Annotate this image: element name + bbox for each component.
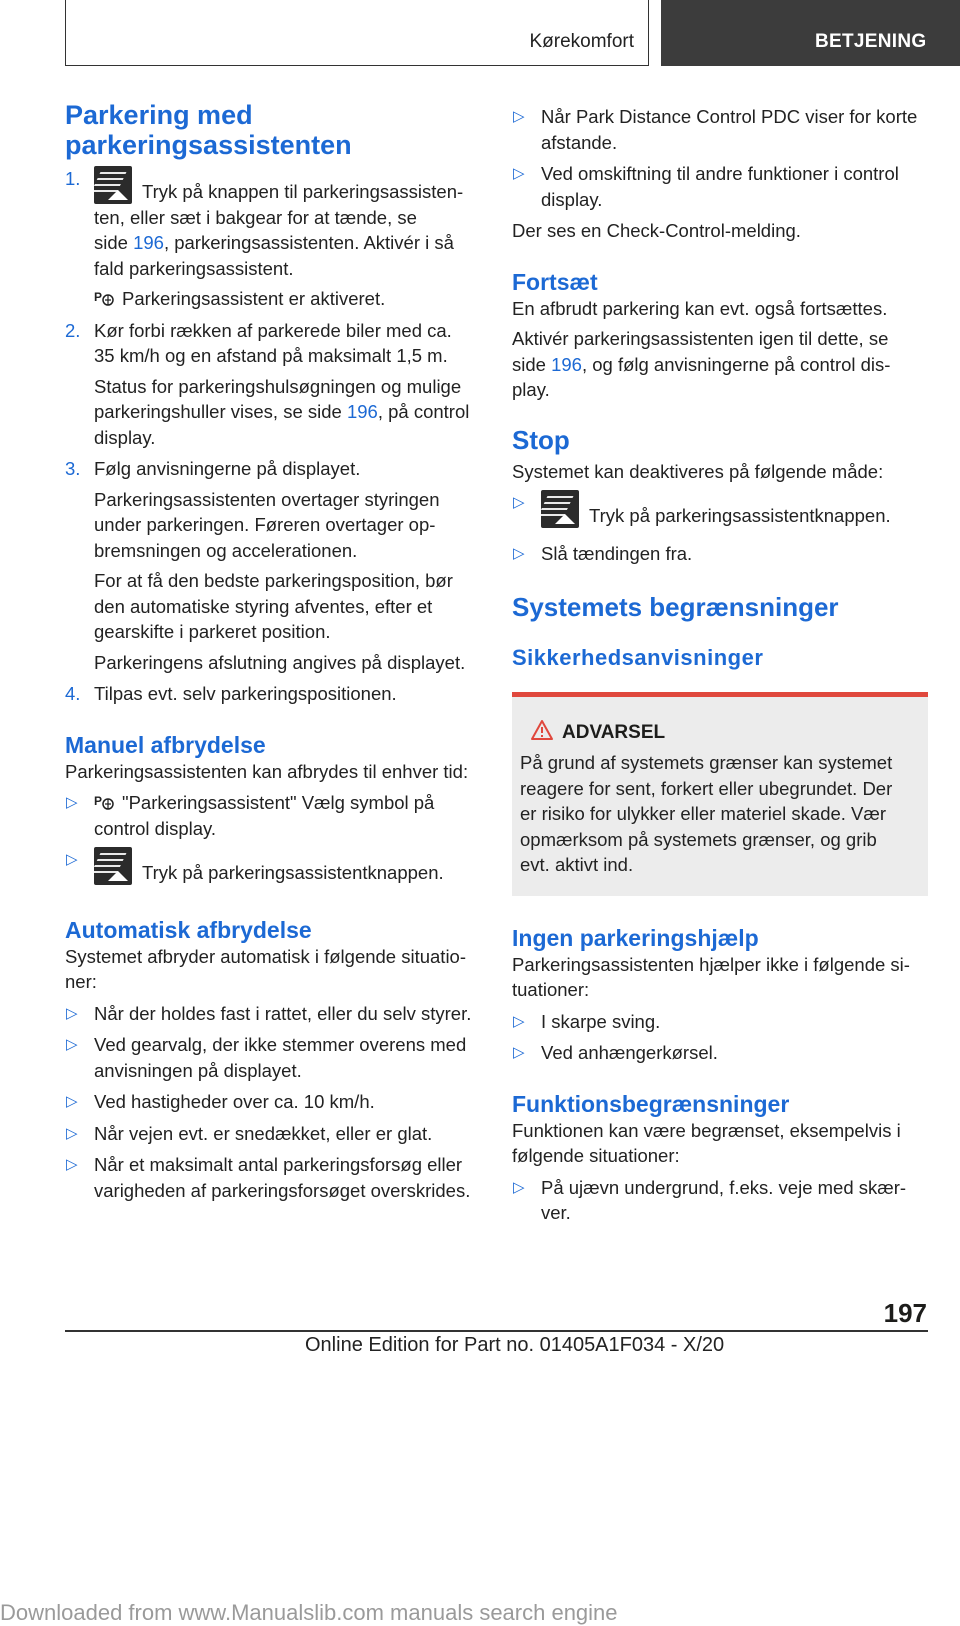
triangle-bullet-icon: ▷ — [66, 1124, 78, 1142]
step-4: 4. Tilpas evt. selv parkeringspositionen. — [65, 683, 397, 704]
footer-divider — [65, 1330, 928, 1332]
page-number: 197 — [883, 1298, 927, 1328]
list-item: ▷ Ved hastigheder over ca. 10 km/h. — [65, 1089, 481, 1115]
parking-assistant-symbol-icon — [94, 793, 116, 811]
triangle-bullet-icon: ▷ — [513, 494, 525, 511]
step-1: 1. Tryk på knappen til parkeringsassisten- ten, eller sæt i bakgear for at tænde, se side 196, parkeringsassistenten. Aktivér i så fald parkeringsassistent. P Parkeringsassistent er aktiveret. — [65, 168, 464, 309]
triangle-bullet-icon: ▷ — [66, 1156, 78, 1173]
left-column: Parkering med parkeringsassistenten 1. Tryk på knappen til parkeringsassisten- ten, eller sæt i bakgear for at tænde, se side 196, parkeringsassistenten. Aktivér i så fald parkeringsassistent. P Parkeringsassistent er aktiveret. 2. Kør forbi rækken af parkerede biler med ca. 35 km/h og en afstand på maksimalt 1,5 m. Status for parkeringshulsøgningen og mulige parkeringshuller vises, se side 196, på control display. 3. Følg anvisningerne på displayet. Parkeringsassistenten overtager styringen under parkeringen. Føreren overtager op- bremsningen og accelerationen. For at få den bedste parkeringsposition, bør den automatiske styring afventes, efter et gearskifte i parkeret position. Parkeringens afslutning angives på displayet. 4. Tilpas evt. selv parkeringspositionen. Manuel afbrydelse Parkeringsassistenten kan afbrydes til enhver tid: ▷ P "Parkeringsassistent" Vælg symbol på control display. ▷ Tryk på parkeringsassistentknappen. Automatisk afbrydelse Systemet afbryder automatisk i følgende situatio- ner: ▷ Når der holdes fast i rattet, eller du selv styrer. ▷ Ved gearvalg, der ikke stemmer overens med anvisningen på displayet. ▷ Ved hastigheder over ca. 10 km/h. ▷ Når vejen evt. er snedækket, eller er glat. ▷ Når et maksimalt antal parkeringsforsøg eller varigheden af parkeringsforsøget overskrides. — [65, 100, 481, 1203]
list-item: ▷ Ved anhængerkørsel. — [512, 1040, 928, 1066]
page-link-196[interactable]: 196 — [346, 401, 378, 422]
warning-triangle-icon — [530, 719, 554, 741]
header-chapter-label: BETJENING — [815, 31, 927, 52]
triangle-bullet-icon: ▷ — [513, 165, 525, 182]
list-item: ▷ Ved omskiftning til andre funktioner i control display. — [513, 163, 899, 210]
list-item: ▷ I skarpe sving. — [512, 1009, 928, 1035]
list-item: ▷ Tryk på parkeringsassistentknappen. — [512, 490, 928, 529]
list-item: ▷ P "Parkeringsassistent" Vælg symbol på control display. — [66, 792, 435, 839]
continue-heading: Fortsæt — [512, 268, 598, 295]
triangle-bullet-icon: ▷ — [66, 1093, 78, 1110]
list-item: ▷ Slå tændingen fra. — [512, 541, 928, 567]
right-column: ▷ Når Park Distance Control PDC viser for korte afstande. ▷ Ved omskiftning til andre funktioner i control display. Der ses en Check-Control-melding. Fortsæt En afbrudt parkering kan evt. også fortsættes. Aktivér parkeringsassistenten igen til dette, se side 196, og følg anvisningerne på control dis- play. Stop Systemet kan deaktiveres på følgende måde: ▷ Tryk på parkeringsassistentknappen. ▷ Slå tændingen fra. Systemets begrænsninger Sikkerhedsanvisninger ADVARSEL På grund af systemets grænser kan systemet reagere for sent, forkert eller ubegrundet. Der er risiko for ulykker eller materiel skade. Vær opmærksom på systemets grænser, og grib evt. aktivt ind. Ingen parkeringshjælp Parkeringsassistenten hjælper ikke i følgende si- tuationer: ▷ I skarpe sving. ▷ Ved anhængerkørsel. Funktionsbegrænsninger Funktionen kan være begrænset, eksempelvis i følgende situationer: ▷ På ujævn undergrund, f.eks. veje med skær- ver. — [512, 104, 928, 1226]
list-item: ▷ Når et maksimalt antal parkeringsforsøg eller varigheden af parkeringsforsøget overskrides. — [66, 1154, 471, 1201]
page-link-196[interactable]: 196 — [551, 353, 582, 375]
list-item: ▷ På ujævn undergrund, f.eks. veje med skær- ver. — [513, 1176, 907, 1223]
triangle-bullet-icon: ▷ — [66, 851, 78, 868]
triangle-bullet-icon: ▷ — [66, 1004, 78, 1022]
edition-text: Online Edition for Part no. 01405A1F034 - X/20 — [305, 1334, 725, 1356]
warning-heading: ADVARSEL — [520, 719, 920, 746]
triangle-bullet-icon: ▷ — [513, 1012, 525, 1030]
triangle-bullet-icon: ▷ — [513, 1178, 525, 1196]
manual-stop-text: Parkeringsassistenten kan afbrydes til enhver tid: — [65, 760, 469, 782]
no-help-heading: Ingen parkeringshjælp — [512, 924, 759, 951]
auto-stop-heading: Automatisk afbrydelse — [65, 916, 312, 943]
function-limits-heading: Funktionsbegrænsninger — [512, 1090, 790, 1117]
list-item: ▷ Når vejen evt. er snedækket, eller er glat. — [65, 1121, 481, 1147]
section-title: Parkering med parkeringsassistenten — [65, 100, 352, 160]
svg-text:P: P — [94, 794, 103, 808]
warning-box: ADVARSEL På grund af systemets grænser kan systemet reagere for sent, forkert eller ubegrundet. Der er risiko for ulykker eller materiel skade. Vær opmærksom på systemets grænser, og grib evt. aktivt ind. — [512, 692, 928, 896]
list-item: ▷ Når der holdes fast i rattet, eller du selv styrer. — [65, 1001, 481, 1027]
stop-heading: Stop — [512, 424, 570, 455]
triangle-bullet-icon: ▷ — [513, 1044, 525, 1061]
header-section-box — [65, 0, 649, 66]
header-section-label: Kørekomfort — [529, 31, 634, 52]
list-item: ▷ Når Park Distance Control PDC viser for korte afstande. — [513, 106, 918, 153]
svg-text:P: P — [94, 290, 103, 304]
parking-assistant-button-icon — [94, 847, 132, 885]
parking-assistant-button-icon — [94, 166, 132, 204]
triangle-bullet-icon: ▷ — [513, 108, 525, 125]
triangle-bullet-icon: ▷ — [66, 794, 78, 811]
limits-heading: Systemets begrænsninger — [512, 592, 839, 622]
parking-assistant-button-icon — [541, 490, 579, 528]
page-link-196[interactable]: 196 — [133, 232, 164, 253]
list-item: ▷ Ved gearvalg, der ikke stemmer overens med anvisningen på displayet. — [66, 1034, 467, 1081]
parking-assistant-symbol-icon — [94, 289, 116, 307]
manual-stop-heading: Manuel afbrydelse — [65, 731, 266, 758]
watermark: Downloaded from www.Manualslib.com manuals search engine — [0, 1600, 618, 1625]
list-item: ▷ Tryk på parkeringsassistentknappen. — [65, 847, 481, 886]
header-chapter-box — [661, 0, 960, 66]
triangle-bullet-icon: ▷ — [66, 1036, 78, 1053]
step-2: 2. Kør forbi rækken af parkerede biler med ca. 35 km/h og en afstand på maksimalt 1,5 m. Status for parkeringshulsøgningen og mulige parkeringshuller vises, se side 196, på control display. — [65, 319, 470, 448]
step-3: 3. Følg anvisningerne på displayet. Parkeringsassistenten overtager styringen under parkeringen. Føreren overtager op- bremsningen og accelerationen. For at få den bedste parkeringsposition, bør den automatiske styring afventes, efter et gearskifte i parkeret position. Parkeringens afslutning angives på displayet. — [65, 458, 466, 673]
check-control-text: Der ses en Check-Control-melding. — [512, 220, 801, 241]
safety-heading: Sikkerhedsanvisninger — [512, 645, 764, 670]
triangle-bullet-icon: ▷ — [513, 544, 525, 562]
